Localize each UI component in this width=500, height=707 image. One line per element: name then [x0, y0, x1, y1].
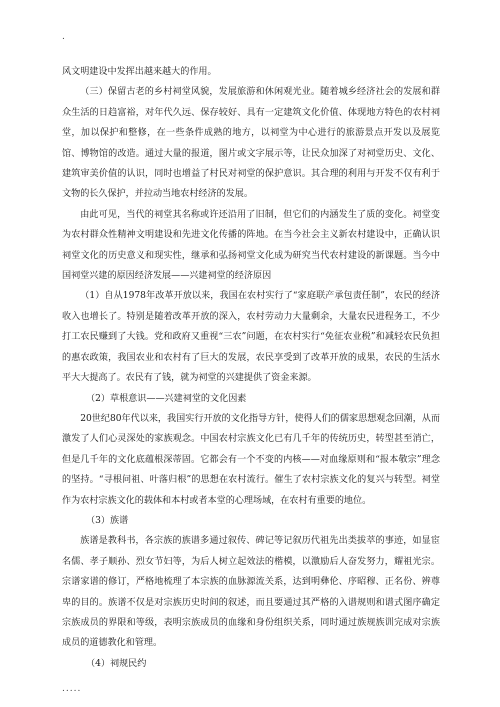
body-paragraph-economic-reason: （1）自从1978年改革开放以来，我国在农村实行了“家庭联产承包责任制”，农民的经济收入也增长了。特别是随着改革开放的深入，农村劳动力大量剩余，大量农民进程务工，不少打工农民赚到了大钱。党和政府又重视“三农”问题，在农村实行“免征农业税”和减轻农民负担的惠农政策，我国农业和农村有了巨大的发展，农民享受到了改革开放的成果，农民的生活水平大大提高了。农民有了钱，就为祠堂的兴建提供了资金来源。: [62, 291, 440, 384]
section-heading-rules: （4）祠规民约: [86, 658, 147, 669]
body-paragraph-genealogy: 族谱是教科书，各宗族的族谱多通过叙传、碑记等记叙历代祖先出类拔萃的事迹，如显宦名儒、孝子顺孙、烈女节妇等，为后人树立起效法的楷模，以激励后人奋发努力，耀祖光宗。宗谱家谱的修订，严格地梳理了本宗族的血脉源流关系，达到明彝伦、序昭穆、正名份、辨尊卑的目的。族谱不仅是对宗族历史时间的叙述，而且要通过其严格的入谱规则和谱式图序确定宗族成员的界限和等级，表明宗族成员的血缘和身份组织关系，同时通过族规族训完成对宗族成员的道德教化和管理。: [62, 536, 440, 649]
body-paragraph: 风文明建设中发挥出越来越大的作用。: [62, 67, 217, 77]
section-heading-genealogy: （3）族谱: [86, 515, 129, 526]
header-mark: .: [62, 32, 66, 42]
section-paragraph-ancestral-hall-tourism: （三）保留古老的乡村祠堂风貌，发展旅游和休闲观光业。随着城乡经济社会的发展和群众生活的日趋富裕，对年代久远、保存较好、具有一定建筑文化价值、体现地方特色的农村祠堂，加以保护和整修，在一些条件成熟的地方，以祠堂为中心进行的旅游景点开发以及展览馆、博物馆的改造。通过大量的报道，图片或文字展示等，让民众加深了对祠堂历史、文化、建筑审美价值的认识，同时也增益了村民对祠堂的保护意识。其合理的利用与开发不仅有利于文物的长久保护，并拉动当地农村经济的发展。: [62, 87, 440, 200]
footer-mark: .....: [62, 684, 82, 694]
document-body: [62, 62, 440, 674]
section-heading-grassroots: （2）草根意识——兴建祠堂的文化因素: [86, 393, 247, 404]
body-paragraph-conclusion: 由此可见，当代的祠堂其名称或许还沿用了旧制，但它们的内涵发生了质的变化。祠堂变为农村群众性精神文明建设和先进文化传播的阵地。在当今社会主义新农村建设中，正确认识祠堂文化的历史意义和现实性，继承和弘扬祠堂文化成为研究当代农村建设的新课题。当今中国祠堂兴建的原因经济发展——兴建祠堂的经济原因: [62, 209, 440, 282]
body-paragraph-cultural-factor: 20世纪80年代以来，我国实行开放的文化指导方针，使得人们的儒家思想观念回潮，从而激发了人们心灵深处的家族观念。中国农村宗族文化已有几千年的传统历史，转型甚至消亡，但是几千年的文化底蕴根深蒂固。它都会有一个不变的内核——对血缘原则和“报本敬宗”理念的坚持。“寻根问祖、叶落归根”的思想在农村流行。催生了农村宗族文化的复兴与转型。祠堂作为农村宗族文化的载体和本村或者本堂的心理场域，在农村有重要的地位。: [62, 413, 440, 506]
